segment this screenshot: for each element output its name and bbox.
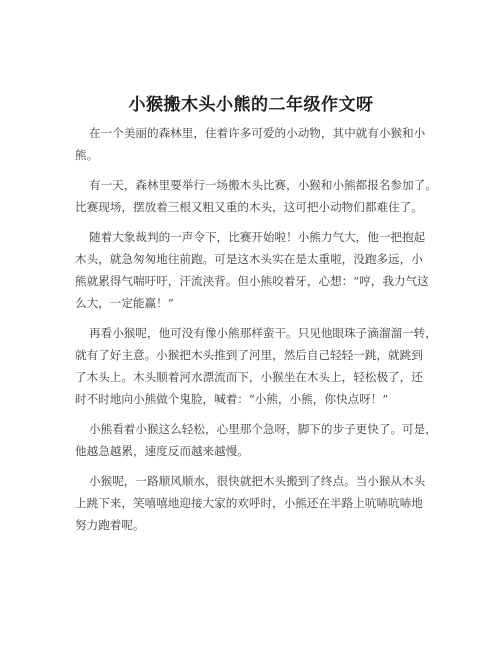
paragraph-line: 在一个美丽的森林里，住着许多可爱的小动物，其中就有小猴和小 xyxy=(89,126,426,140)
paragraph-line: 努力跑着呢。 xyxy=(75,518,145,532)
paragraph-line: 了木头上。木头顺着河水漂流而下，小猴坐在木头上，轻松极了，还 xyxy=(75,370,423,384)
paragraph-line: 就有了好主意。小猴把木头推到了河里，然后自己轻轻一跳，就跳到 xyxy=(75,348,423,362)
paragraph-line: 木头，就急匆匆地往前跑。可是这木头实在是太重啦，没跑多远，小 xyxy=(75,252,423,266)
paragraph-line: 比赛现场，摆放着三根又粗又重的木头，这可把小动物们都难住了。 xyxy=(75,200,423,214)
paragraph-line: 熊。 xyxy=(75,148,99,162)
paragraph-line: 小熊看着小猴这么轻松，心里那个急呀，脚下的步子更快了。可是， xyxy=(89,422,437,436)
paragraph-line: 随着大象裁判的一声令下，比赛开始啦！小熊力气大，他一把抱起 xyxy=(89,230,426,244)
paragraph-line: 小猴呢，一路顺风顺水，很快就把木头搬到了终点。当小猴从木头 xyxy=(89,474,426,488)
paragraph-line: 时不时地向小熊做个鬼脸，喊着：“小熊，小熊，你快点呀！” xyxy=(75,392,389,406)
document-title: 小猴搬木头小熊的二年级作文呀 xyxy=(128,95,374,115)
paragraph-line: 么大，一定能赢！” xyxy=(75,296,174,310)
paragraph-line: 再看小猴呢，他可没有像小熊那样蛮干。只见他眼珠子滴溜溜一转， xyxy=(89,326,437,340)
paragraph-line: 他越急越累，速度反而越来越慢。 xyxy=(75,444,249,458)
paragraph-line: 有一天，森林里要举行一场搬木头比赛，小猴和小熊都报名参加了。 xyxy=(89,178,437,192)
paragraph-line: 熊就累得气喘吁吁，汗流浃背。但小熊咬着牙，心想：“哼，我力气这 xyxy=(75,274,429,288)
paragraph-line: 上跳下来，笑嘻嘻地迎接大家的欢呼时，小熊还在半路上吭哧吭哧地 xyxy=(75,496,423,510)
